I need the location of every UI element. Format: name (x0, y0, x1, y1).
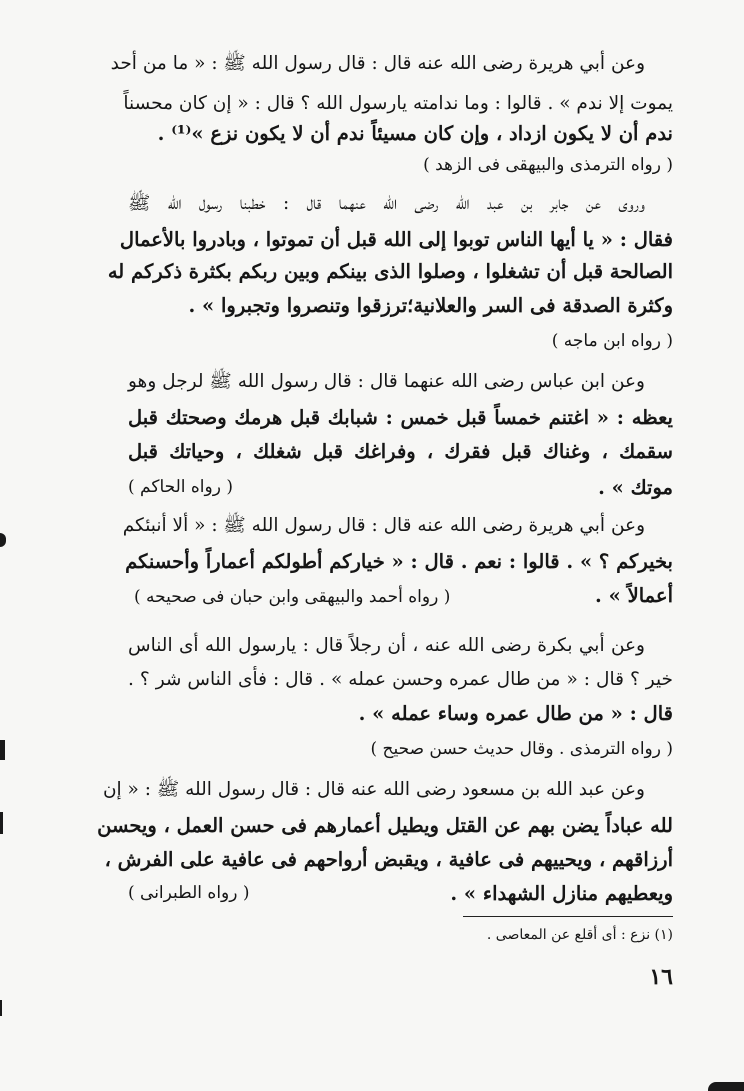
text-line: سقمك ، وغناك قبل فقرك ، وفراغك قبل شغلك ، وحياتك قبل (128, 440, 673, 463)
paragraph-6-line-1 (102, 774, 673, 806)
paragraph-2-line-2 (119, 224, 673, 256)
text-line: وعن ابن عباس رضى الله عنهما قال : قال رسول الله ﷺ لرجل وهو (128, 371, 645, 392)
text-line: وعن عبد الله بن مسعود رضى الله عنه قال : قال رسول الله ﷺ : « إن (102, 779, 645, 800)
paragraph-2-line-1 (128, 188, 673, 220)
text-line: وعن أبي هريرة رضى الله عنه قال : قال رسول الله ﷺ : « ما من أحد (110, 53, 645, 74)
paragraph-1-line-3 (128, 118, 673, 150)
paragraph-5-line-2 (128, 664, 673, 696)
scan-mark (0, 533, 6, 547)
source-citation: ( رواه ابن ماجه ) (551, 331, 673, 351)
paragraph-2-line-3 (107, 256, 673, 288)
scan-mark (0, 1000, 2, 1016)
text-line: لله عباداً يضن بهم عن القتل ويطيل أعمارهم فى حسن العمل ، ويحسن (97, 814, 673, 837)
paragraph-5-line-1 (128, 630, 673, 662)
text-line: الصالحة قبل أن تشغلوا ، وصلوا الذى بينكم وبين ربكم بكثرة ذكركم له (107, 260, 673, 283)
paragraph-3-line-2 (128, 402, 673, 434)
scan-mark (0, 740, 5, 760)
paragraph-1-line-1 (110, 48, 673, 80)
text-line: بخيركم ؟ » . قالوا : نعم . قال : « خياركم أطولكم أعماراً وأحسنكم (125, 550, 673, 573)
paragraph-2-line-4 (128, 290, 673, 322)
paragraph-3-line-1 (128, 366, 673, 398)
paragraph-3-line-3 (128, 436, 673, 468)
text-line: أرزاقهم ، ويحييهم فى عافية ، ويقبض أرواحهم فى عافية على الفرش ، (104, 848, 673, 871)
paragraph-4-line-2 (125, 546, 673, 578)
source-citation: ( رواه أحمد والبيهقى وابن حبان فى صحيحه ) (134, 587, 451, 607)
scan-mark (0, 812, 3, 834)
text-line: قال : « من طال عمره وساء عمله » . (358, 702, 673, 725)
footnote-rule (463, 916, 673, 917)
paragraph-1-line-2 (123, 88, 673, 120)
paragraph-4-line-1 (122, 510, 673, 542)
text-line: ندم أن لا يكون ازداد ، وإن كان مسيئاً ندم أن لا يكون نزع »⁽¹⁾ . (157, 122, 673, 145)
text-line: وعن أبي هريرة رضى الله عنه قال : قال رسول الله ﷺ : « ألا أنبئكم (122, 515, 645, 536)
text-line: وعن أبي بكرة رضى الله عنه ، أن رجلاً قال : يارسول الله أى الناس (128, 635, 645, 656)
text-line: وروى عن جابر بن عبد الله رضى الله عنهما قال : خطبنا رسول الله ﷺ (128, 193, 645, 214)
text-line: فقال : « يا أيها الناس توبوا إلى الله قبل أن تموتوا ، وبادروا بالأعمال (119, 228, 673, 251)
text-line: ويعطيهم منازل الشهداء » . (450, 882, 673, 905)
paragraph-5-line-3 (128, 698, 673, 730)
paragraph-6-line-2 (97, 810, 673, 842)
scan-mark (708, 1082, 744, 1091)
paragraph-6-line-3 (104, 844, 673, 876)
footnote: (١) نزع : أى أقلع عن المعاصى . (486, 927, 673, 943)
text-line: يعظه : « اغتنم خمساً قبل خمس : شبابك قبل هرمك وصحتك قبل (128, 406, 673, 429)
text-line: موتك » . (598, 476, 673, 499)
source-citation: ( رواه الطبرانى ) (128, 883, 250, 903)
text-line: أعمالاً » . (595, 584, 673, 607)
page-number: ١٦ (649, 964, 673, 990)
source-citation: ( رواه الترمذى . وقال حديث حسن صحيح ) (370, 739, 673, 759)
text-line: خير ؟ قال : « من طال عمره وحسن عمله » . قال : فأى الناس شر ؟ . (128, 669, 673, 690)
source-citation: ( رواه الترمذى والبيهقى فى الزهد ) (423, 155, 673, 175)
source-citation: ( رواه الحاكم ) (128, 477, 233, 497)
text-line: وكثرة الصدقة فى السر والعلانية؛ترزقوا وتنصروا وتجبروا » . (188, 294, 673, 317)
text-line: يموت إلا ندم » . قالوا : وما ندامته يارسول الله ؟ قال : « إن كان محسناً (123, 93, 673, 114)
